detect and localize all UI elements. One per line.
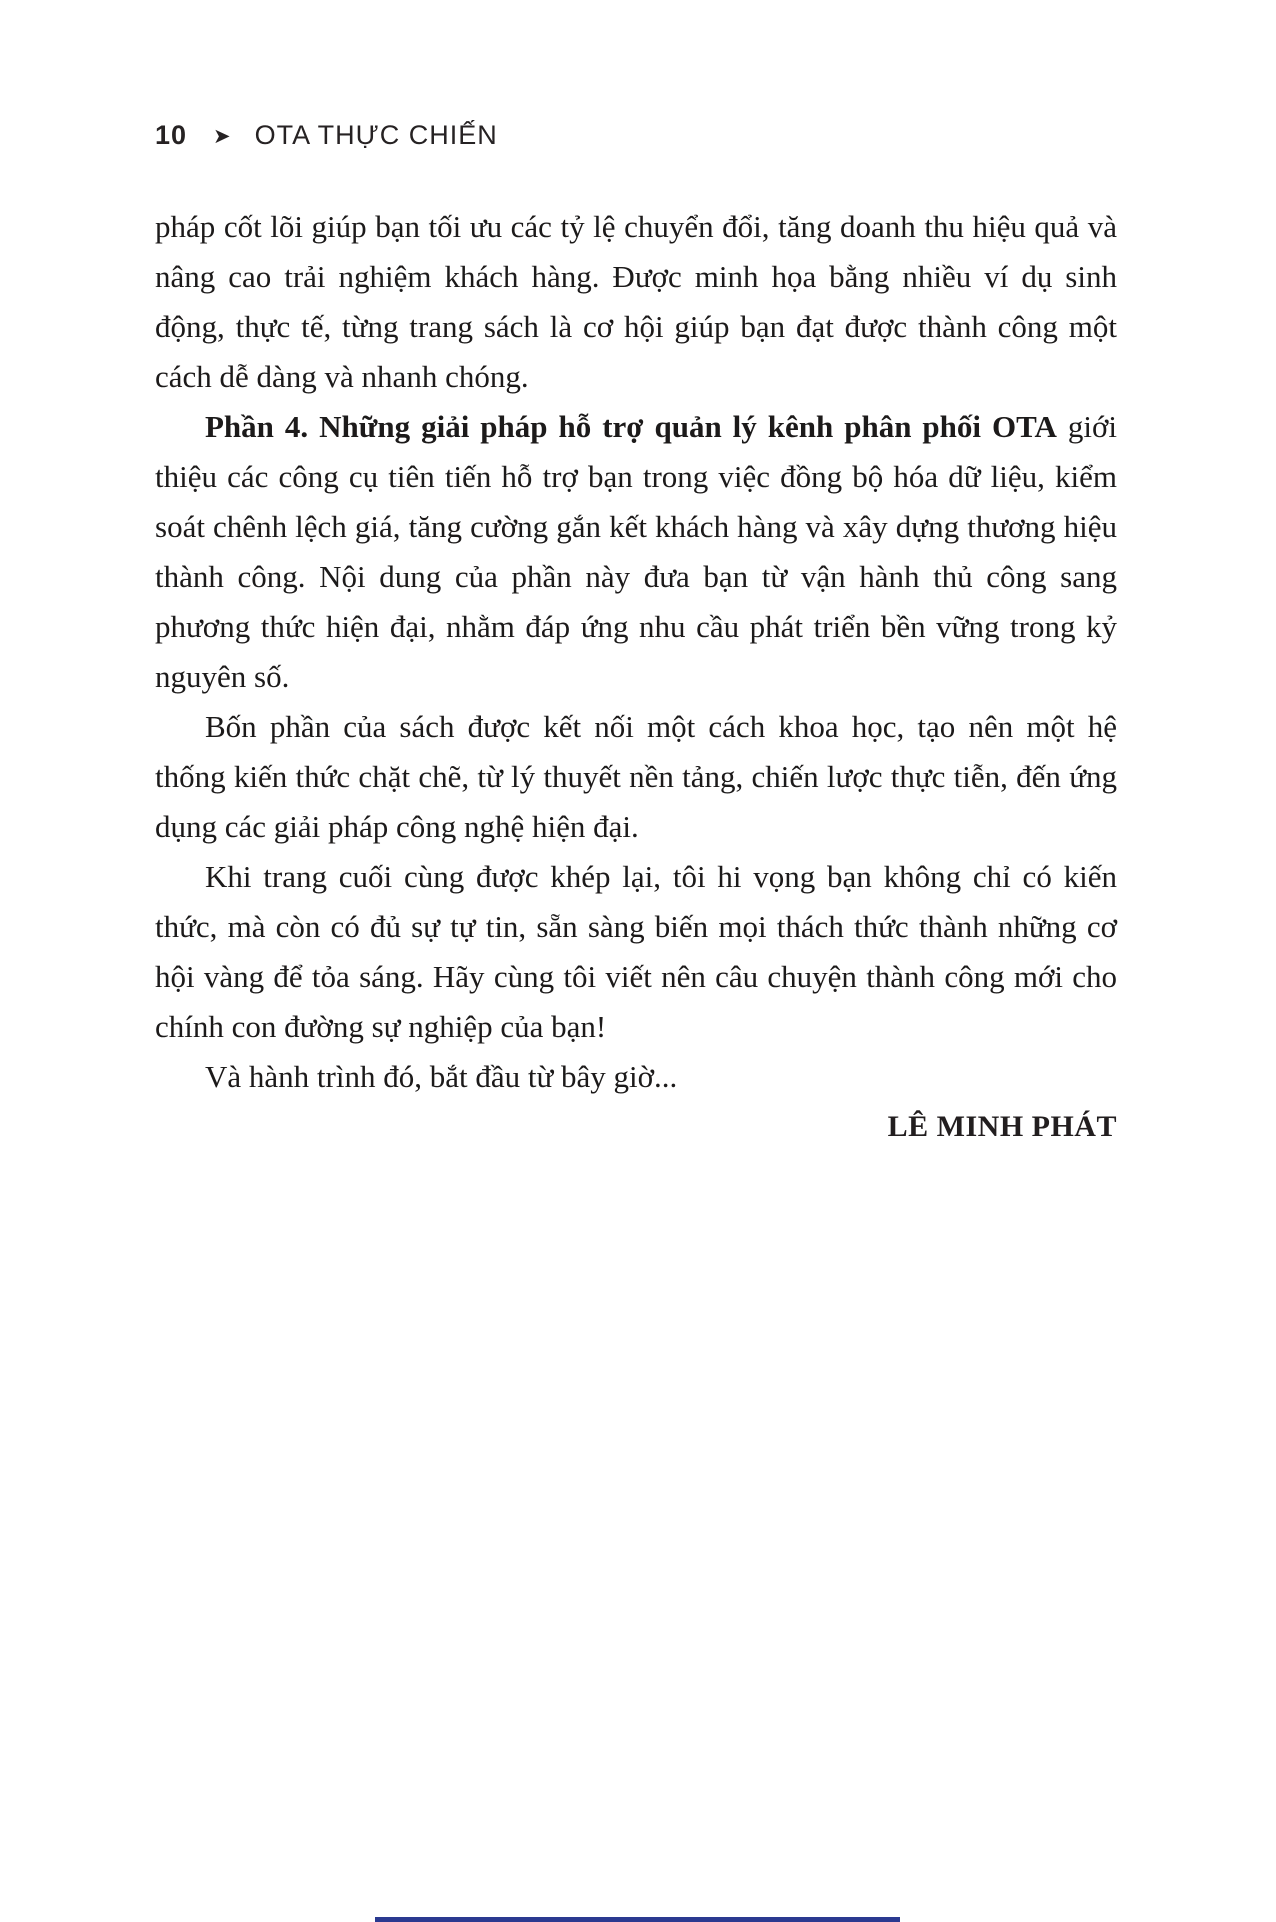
part4-heading: Phần 4. Những giải pháp hỗ trợ quản lý kênh phân phối OTA (205, 409, 1057, 444)
page-number: 10 (155, 120, 188, 150)
running-header (155, 120, 498, 151)
part4-description: giới thiệu các công cụ tiên tiến hỗ trợ bạn trong việc đồng bộ hóa dữ liệu, kiểm soát chênh lệch giá, tăng cường gắn kết khách hàng và xây dựng thương hiệu thành công. Nội dung của phần này đưa bạn từ vận hành thủ công sang phương thức hiện đại, nhằm đáp ứng nhu cầu phát triển bền vững trong kỷ nguyên số. (155, 409, 1117, 694)
paragraph-journey: Và hành trình đó, bắt đầu từ bây giờ... (205, 1059, 678, 1094)
author-signature: LÊ MINH PHÁT (887, 1110, 1117, 1143)
paragraph-part4 (155, 402, 1117, 702)
running-title: OTA THỰC CHIẾN (254, 120, 498, 150)
paragraph-intro-continuation: pháp cốt lõi giúp bạn tối ưu các tỷ lệ chuyển đổi, tăng doanh thu hiệu quả và nâng cao trải nghiệm khách hàng. Được minh họa bằng nhiều ví dụ sinh động, thực tế, từng trang sách là cơ hội giúp bạn đạt được thành công một cách dễ dàng và nhanh chóng. (155, 209, 1117, 394)
page-body (155, 202, 1117, 1152)
paragraph-closing-hope: Khi trang cuối cùng được khép lại, tôi hi vọng bạn không chỉ có kiến thức, mà còn có đủ sự tự tin, sẵn sàng biến mọi thách thức thành những cơ hội vàng để tỏa sáng. Hãy cùng tôi viết nên câu chuyện thành công mới cho chính con đường sự nghiệp của bạn! (155, 859, 1117, 1044)
paragraph-four-parts: Bốn phần của sách được kết nối một cách khoa học, tạo nên một hệ thống kiến thức chặt chẽ, từ lý thuyết nền tảng, chiến lược thực tiễn, đến ứng dụng các giải pháp công nghệ hiện đại. (155, 709, 1117, 844)
bottom-accent-bar (375, 1917, 900, 1922)
arrow-icon: ➤ (213, 125, 231, 148)
